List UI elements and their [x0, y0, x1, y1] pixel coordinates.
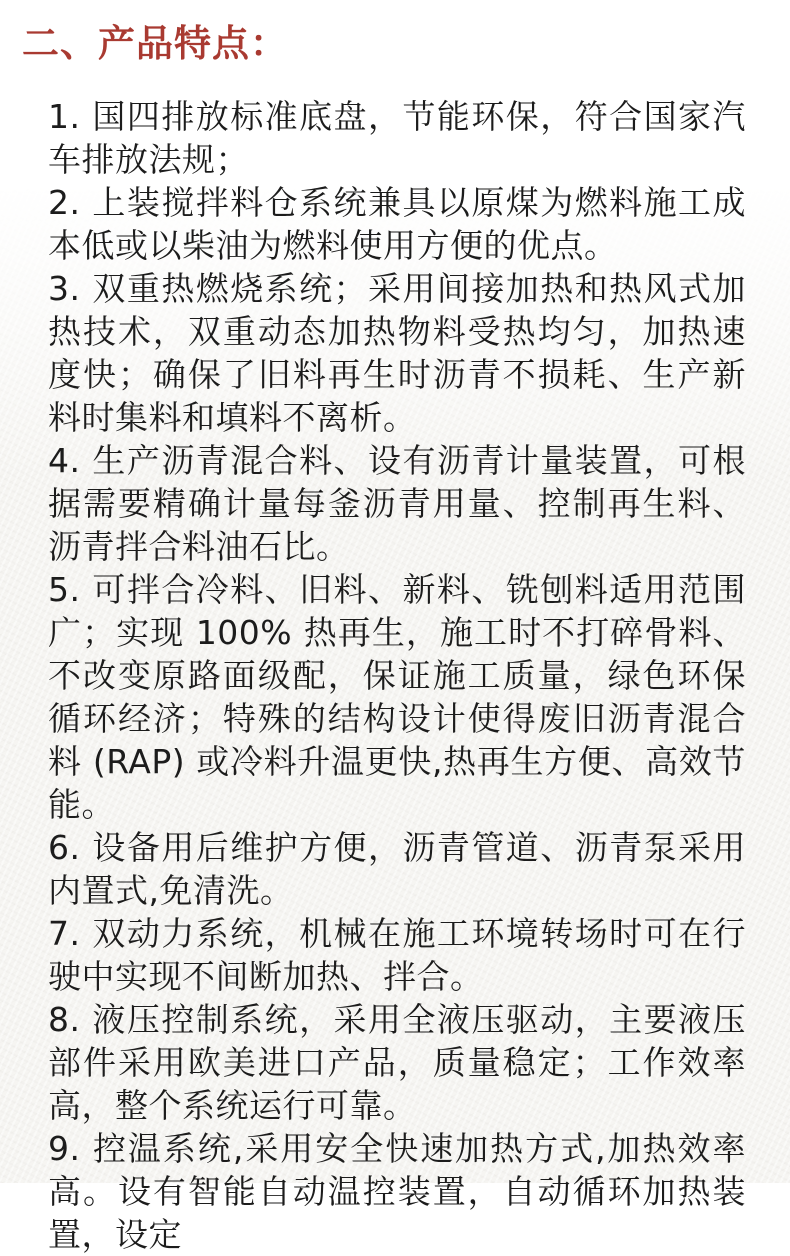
feature-item-5: 5. 可拌合冷料、旧料、新料、铣刨料适用范围广；实现 100% 热再生，施工时不打碎骨料、不改变原路面级配，保证施工质量，绿色环保循环经济；特殊的结构设计使得废旧沥青混合料 (RAP) 或冷料升温更快,热再生方便、高效节能。: [48, 570, 746, 824]
feature-item-1: 1. 国四排放标准底盘，节能环保，符合国家汽车排放法规；: [48, 97, 746, 179]
feature-list: [48, 95, 746, 1256]
feature-item-2: 2. 上装搅拌料仓系统兼具以原煤为燃料施工成本低或以柴油为燃料使用方便的优点。: [48, 183, 746, 265]
feature-item-4: 4. 生产沥青混合料、设有沥青计量装置，可根据需要精确计量每釜沥青用量、控制再生料、沥青拌合料油石比。: [48, 441, 746, 566]
section-heading: 二、产品特点：: [22, 22, 288, 65]
feature-item-9: 9. 控温系统,采用安全快速加热方式,加热效率高。设有智能自动温控装置，自动循环加热装置，设定: [48, 1129, 746, 1254]
feature-item-3: 3. 双重热燃烧系统；采用间接加热和热风式加热技术，双重动态加热物料受热均匀，加热速度快；确保了旧料再生时沥青不损耗、生产新料时集料和填料不离析。: [48, 269, 746, 437]
feature-item-6: 6. 设备用后维护方便，沥青管道、沥青泵采用内置式,免清洗。: [48, 828, 746, 910]
feature-item-7: 7. 双动力系统，机械在施工环境转场时可在行驶中实现不间断加热、拌合。: [48, 914, 746, 996]
feature-item-8: 8. 液压控制系统，采用全液压驱动，主要液压部件采用欧美进口产品，质量稳定；工作效率高，整个系统运行可靠。: [48, 1000, 746, 1125]
